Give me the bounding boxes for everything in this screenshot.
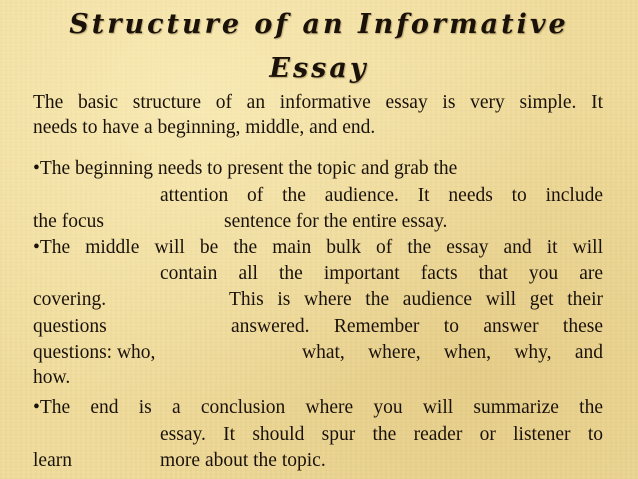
middle-line-4a: questions — [33, 316, 107, 337]
middle-line-2: contain all the important facts that you are — [160, 263, 603, 284]
intro-line-1: The basic structure of an informative essay is very simple. It — [33, 92, 603, 113]
middle-line-4b: answered. Remember to answer these — [231, 316, 603, 337]
end-line-3b: more about the topic. — [160, 450, 326, 471]
intro-line-2: needs to have a beginning, middle, and end. — [33, 117, 376, 138]
beginning-line-3a: the focus — [33, 211, 104, 232]
end-line-3a: learn — [33, 450, 72, 471]
middle-line-5b: what, where, when, why, and — [302, 342, 603, 363]
beginning-line-3b: sentence for the entire essay. — [224, 211, 448, 232]
slide-title-line-2: Essay — [269, 53, 369, 84]
middle-line-3b: This is where the audience will get their — [229, 289, 603, 310]
middle-line-6: how. — [33, 367, 71, 388]
slide-title-line-1: Structure of an Informative — [69, 9, 569, 40]
end-line-2: essay. It should spur the reader or listener to — [160, 424, 603, 445]
middle-line-5a: questions: who, — [33, 342, 156, 363]
beginning-line-2: attention of the audience. It needs to include — [160, 185, 603, 206]
middle-line-1: •The middle will be the main bulk of the essay and it will — [33, 237, 603, 258]
end-line-1: •The end is a conclusion where you will summarize the — [33, 397, 603, 418]
beginning-line-1: •The beginning needs to present the topic and grab the — [33, 158, 458, 179]
middle-line-3a: covering. — [33, 289, 107, 310]
